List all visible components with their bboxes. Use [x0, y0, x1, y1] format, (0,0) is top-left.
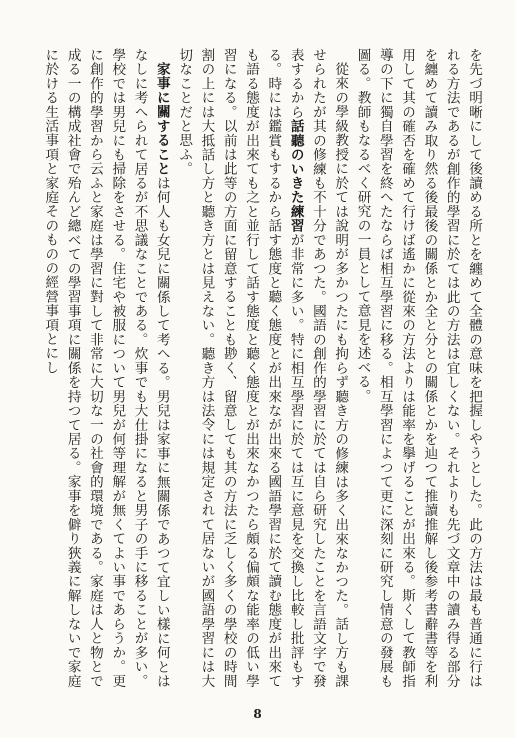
- emphasis-text: 家事に關すること: [153, 61, 170, 176]
- text-segment: 其の修練も不十分であつた。國語の創作的學習に於ては自ら研究したことを言語文字で發表するから: [287, 48, 326, 688]
- text-segment: 事項に關係を持つて居る。家事を僻り狹義に解しないで家庭に於ける生活事項と家庭そのものの經營事項とにし: [42, 48, 81, 688]
- text-segment: 考へられて居るが不思議なことである。炊事でも大仕掛になると男子の手に移ることが多い。學校では男兒にも: [109, 48, 148, 688]
- text-segment: が出來る國語學習に於て讀む態度が出來ても語る態度が出來ても之と並行して話す態度と聽く態度とが出來な: [243, 48, 282, 688]
- text-segment: 習には大切なことだと思ふ。: [176, 48, 215, 688]
- text-segment: い。特に相互學習に於ては互に意見を交換し比較し批評もする。時には鑑賞もするから話す態度と聽く態度とが出來な: [265, 48, 304, 688]
- text-segment: 後最後の關係とか全と分との關係とかを辿つて推讀推解し後参考書辭書等を利用して其の確否を確めて行けば遙: [399, 48, 438, 688]
- text-segment: 掃除をさせる。住宅や被服について男兒が何等理解が無くてよい事であらうか。更に創作的學習から云ふと家庭: [86, 48, 126, 688]
- text-segment: が非常に多: [287, 232, 304, 305]
- text-segment: かつたら頗る偏頗な能率の低い學習になる。以前は此等の方面に留意することも尠く、留意しても其の方法に乏し: [220, 48, 260, 688]
- text-segment: あるが創作的學習に於ては此の方法は宜しくない。それよりも先づ文章中の讀み得る部分を纏めて讀み取り然る: [421, 48, 460, 688]
- text-segment: は何人も女兒に關係して考へる。男兒は家事に無關係であつて宜しい樣に何とはなしに: [131, 48, 170, 688]
- text-segment: は學習に對して非常に大切な一の社會的環境である。家庭は人と物とで成る一の構成社會で殆んど總べての學習: [64, 48, 103, 688]
- text-segment: く多くの學校の時間割の上には大抵話し方と聽き方とは見えない。聽き方は法令には規定されて居ないが國語學: [198, 48, 237, 688]
- paragraph: [173, 48, 351, 688]
- text-segment: 從來の學級教授に於ては說明が多かつたにも拘らず聽き方の修練は多く出來なかつた。話し方も課せられたが: [309, 48, 349, 688]
- text-segment: を先づ明晰にして後讀める所とを纏めて全體の意味を把握しやうとした。此の方法は最も普通に行はれる方法で: [443, 48, 482, 688]
- body-text: [25, 48, 485, 688]
- text-segment: に移る。相互學習によつて更に深刻に研究し情意の發展も圖る。教師もなるべく研究の一員として意見を述べる。: [354, 48, 393, 688]
- text-segment: かに從來の方法よりは能率を擧げることが出來る。斯くして教師指導の下に獨自學習を終へたならば相互學習: [376, 48, 416, 688]
- paragraph: [351, 48, 485, 688]
- page-number: 8: [253, 707, 262, 721]
- paragraph: [39, 48, 173, 688]
- emphasis-text: 話聽のいきた練習: [287, 119, 304, 233]
